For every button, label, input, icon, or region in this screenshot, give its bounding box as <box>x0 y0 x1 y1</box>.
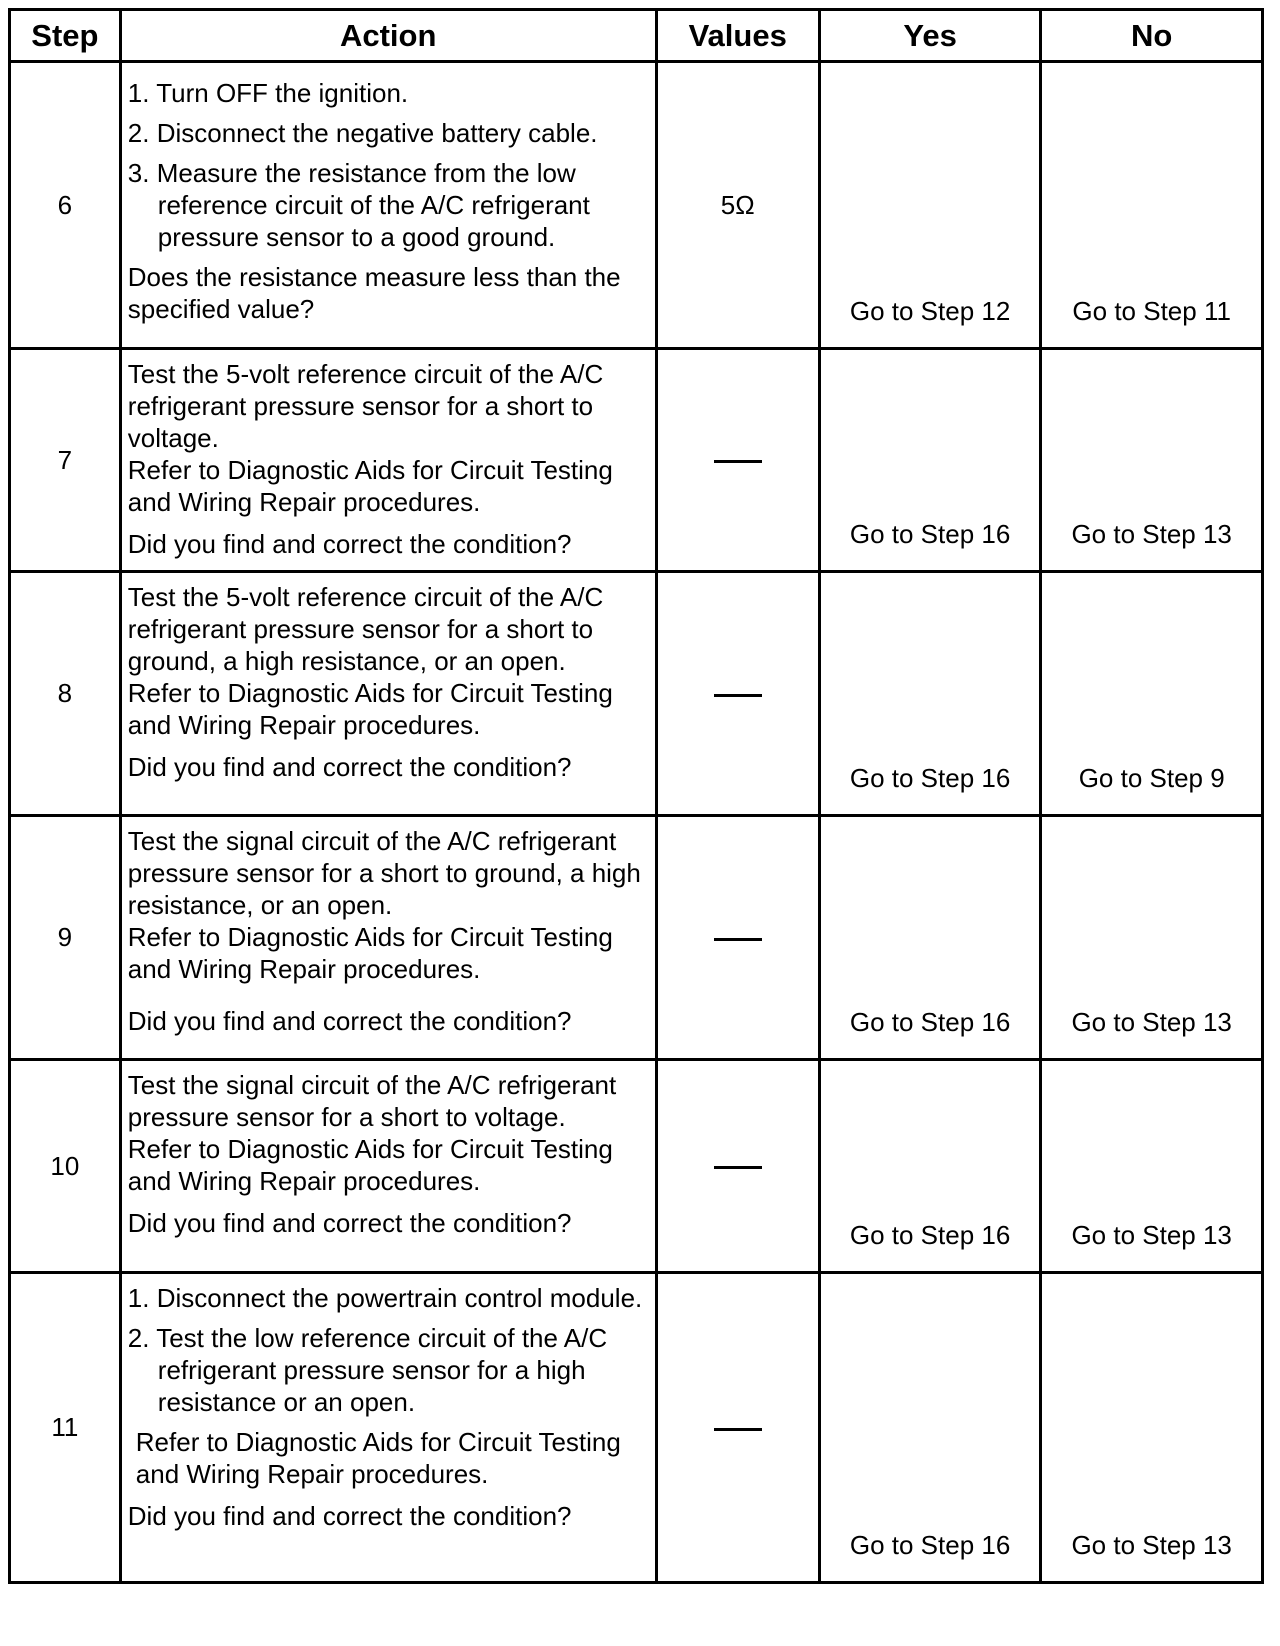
value-cell: 5Ω <box>656 62 819 349</box>
value-cell <box>656 1060 819 1273</box>
value-dash <box>714 1166 762 1169</box>
value-cell <box>656 1273 819 1583</box>
action-refer: Refer to Diagnostic Aids for Circuit Testing and Wiring Repair procedures. <box>127 455 613 517</box>
table-row <box>10 62 1263 349</box>
step-number: 10 <box>10 1060 121 1273</box>
action-text: Test the 5-volt reference circuit of the A/C refrigerant pressure sensor for a short to ground, a high resistance, or an open. <box>127 582 604 676</box>
yes-cell: Go to Step 16 <box>819 816 1041 1060</box>
action-cell <box>120 62 656 349</box>
value-dash <box>714 938 762 941</box>
action-step: 1. Turn OFF the ignition. <box>127 78 409 108</box>
header-values: Values <box>656 10 819 62</box>
step-number: 7 <box>10 349 121 572</box>
action-question: Did you find and correct the condition? <box>127 529 572 559</box>
action-cell <box>120 816 656 1060</box>
no-cell: Go to Step 13 <box>1041 816 1263 1060</box>
diagnostic-table <box>8 8 1264 1584</box>
header-row <box>10 10 1263 62</box>
value-dash <box>714 1428 762 1431</box>
action-refer: Refer to Diagnostic Aids for Circuit Testing and Wiring Repair procedures. <box>127 678 613 740</box>
action-text: Test the signal circuit of the A/C refrigerant pressure sensor for a short to ground, a high resistance, or an open. <box>127 826 641 920</box>
action-step: 2. Test the low reference circuit of the A/C refrigerant pressure sensor for a high resistance or an open. <box>127 1323 608 1417</box>
yes-cell: Go to Step 16 <box>819 572 1041 816</box>
no-cell: Go to Step 9 <box>1041 572 1263 816</box>
action-step: 3. Measure the resistance from the low reference circuit of the A/C refrigerant pressure sensor to a good ground. <box>127 158 590 252</box>
yes-cell: Go to Step 16 <box>819 1273 1041 1583</box>
table-row <box>10 816 1263 1060</box>
step-number: 6 <box>10 62 121 349</box>
action-question: Does the resistance measure less than the specified value? <box>127 262 621 324</box>
table-row <box>10 1273 1263 1583</box>
action-refer: Refer to Diagnostic Aids for Circuit Testing and Wiring Repair procedures. <box>127 922 613 984</box>
action-question: Did you find and correct the condition? <box>127 752 572 782</box>
no-cell: Go to Step 13 <box>1041 1060 1263 1273</box>
action-step: 2. Disconnect the negative battery cable. <box>127 118 598 148</box>
table-row <box>10 1060 1263 1273</box>
action-question: Did you find and correct the condition? <box>127 1006 572 1036</box>
no-cell: Go to Step 13 <box>1041 349 1263 572</box>
header-yes: Yes <box>819 10 1041 62</box>
step-number: 11 <box>10 1273 121 1583</box>
value-cell <box>656 572 819 816</box>
yes-cell: Go to Step 16 <box>819 1060 1041 1273</box>
action-text: Test the 5-volt reference circuit of the A/C refrigerant pressure sensor for a short to voltage. <box>127 359 604 453</box>
no-cell: Go to Step 13 <box>1041 1273 1263 1583</box>
table-row <box>10 572 1263 816</box>
no-cell: Go to Step 11 <box>1041 62 1263 349</box>
action-step: 1. Disconnect the powertrain control module. <box>127 1283 643 1313</box>
value-dash <box>714 694 762 697</box>
action-question: Did you find and correct the condition? <box>127 1501 572 1531</box>
yes-cell: Go to Step 16 <box>819 349 1041 572</box>
value-cell <box>656 816 819 1060</box>
action-cell <box>120 1060 656 1273</box>
value-cell <box>656 349 819 572</box>
yes-cell: Go to Step 12 <box>819 62 1041 349</box>
action-refer: Refer to Diagnostic Aids for Circuit Testing and Wiring Repair procedures. <box>135 1427 621 1489</box>
action-cell <box>120 572 656 816</box>
action-refer: Refer to Diagnostic Aids for Circuit Testing and Wiring Repair procedures. <box>127 1134 613 1196</box>
action-cell <box>120 1273 656 1583</box>
action-question: Did you find and correct the condition? <box>127 1208 572 1238</box>
header-no: No <box>1041 10 1263 62</box>
step-number: 9 <box>10 816 121 1060</box>
value-dash <box>714 460 762 463</box>
header-step: Step <box>10 10 121 62</box>
action-cell <box>120 349 656 572</box>
diagnostic-table-container <box>8 8 1264 1584</box>
step-number: 8 <box>10 572 121 816</box>
table-row <box>10 349 1263 572</box>
header-action: Action <box>120 10 656 62</box>
action-text: Test the signal circuit of the A/C refrigerant pressure sensor for a short to voltage. <box>127 1070 617 1132</box>
